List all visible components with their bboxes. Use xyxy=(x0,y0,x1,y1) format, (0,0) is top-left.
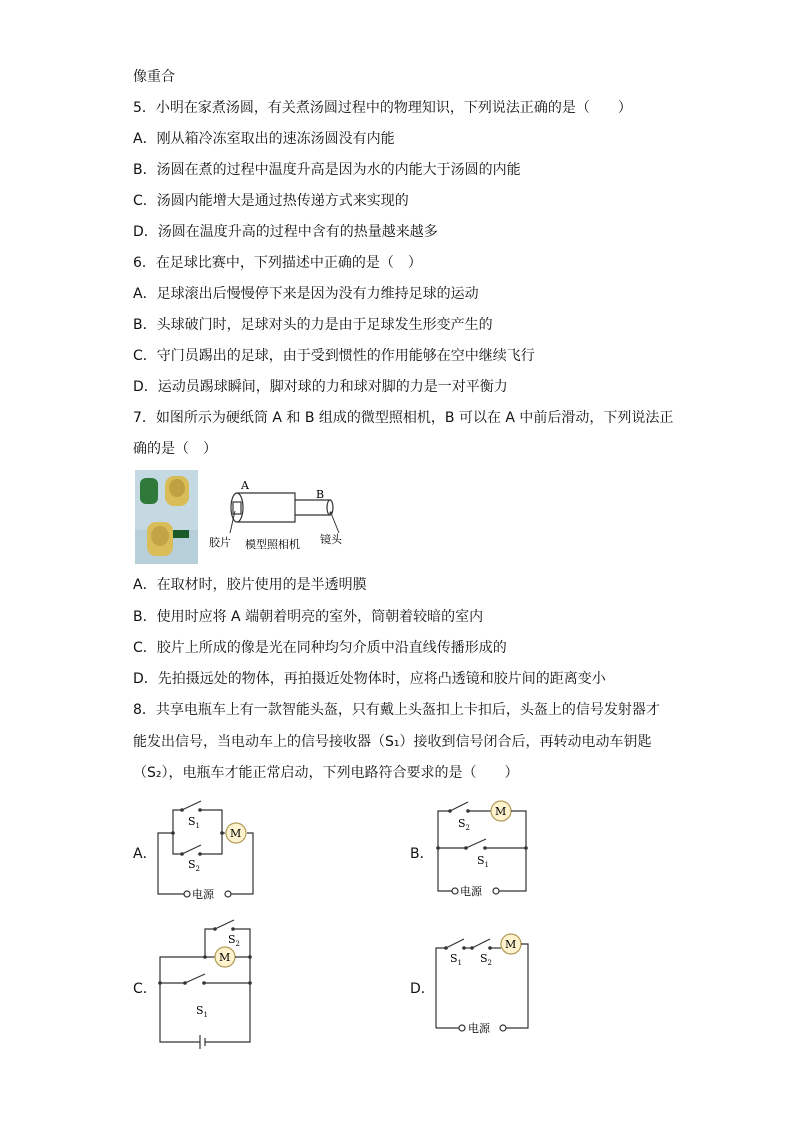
label-b: B xyxy=(316,488,325,501)
s1-label: S xyxy=(450,952,458,965)
s2-label: S xyxy=(480,952,488,965)
q5-option-d: D．汤圆在温度升高的过程中含有的热量越来越多 xyxy=(133,224,438,240)
q6-option-a: A．足球滚出后慢慢停下来是因为没有力维持足球的运动 xyxy=(133,286,479,302)
label-film: 胶片 xyxy=(209,536,231,549)
circuit-a-label: A． xyxy=(133,846,157,862)
s1-label: S xyxy=(196,1004,204,1017)
label-lens: 镜头 xyxy=(320,533,342,546)
svg-text:S2 xyxy=(188,858,200,873)
svg-text:S2 xyxy=(458,817,470,832)
motor-label: M xyxy=(219,951,231,964)
question-8-line2: 能发出信号，当电动车上的信号接收器（S₁）接收到信号闭合后，再转动电动车钥匙 xyxy=(133,734,652,750)
s1-label: S xyxy=(477,854,485,867)
q6-option-d: D．运动员踢球瞬间，脚对球的力和球对脚的力是一对平衡力 xyxy=(133,379,508,395)
svg-text:S1 xyxy=(196,1004,208,1019)
power-label: 电源 xyxy=(468,1022,490,1035)
s1-sub: 1 xyxy=(195,822,201,830)
q7-option-b: B．使用时应将 A 端朝着明亮的室外，筒朝着较暗的室内 xyxy=(133,609,484,625)
label-model-camera: 模型照相机 xyxy=(245,538,300,551)
s2-label: S xyxy=(188,858,196,871)
question-7-line2: 确的是（ ） xyxy=(133,441,217,457)
s2-sub: 2 xyxy=(235,940,241,948)
motor-label: M xyxy=(230,827,242,840)
question-5: 5．小明在家煮汤圆，有关煮汤圆过程中的物理知识，下列说法正确的是（ ） xyxy=(133,100,632,116)
s1-sub: 1 xyxy=(457,959,463,967)
circuit-d-label: D． xyxy=(410,981,435,997)
camera-photo xyxy=(135,470,198,564)
question-8-line1: 8．共享电瓶车上有一款智能头盔，只有戴上头盔扣上卡扣后，头盔上的信号发射器才 xyxy=(133,702,660,718)
s2-label: S xyxy=(458,817,466,830)
q6-option-c: C．守门员踢出的足球，由于受到惯性的作用能够在空中继续飞行 xyxy=(133,348,535,364)
s2-sub: 2 xyxy=(487,959,493,967)
text-line: 像重合 xyxy=(133,69,175,85)
svg-text:S1 xyxy=(188,815,200,830)
q7-option-a: A．在取材时，胶片使用的是半透明膜 xyxy=(133,577,367,593)
circuit-b xyxy=(428,798,538,906)
s2-sub: 2 xyxy=(195,865,201,873)
circuit-d xyxy=(428,926,538,1038)
camera-diagram xyxy=(205,478,355,558)
svg-text:S2 xyxy=(228,933,240,948)
s1-label: S xyxy=(188,815,196,828)
circuit-c xyxy=(150,915,260,1053)
s1-sub: 1 xyxy=(484,861,490,869)
question-7-line1: 7．如图所示为硬纸筒 A 和 B 组成的微型照相机，B 可以在 A 中前后滑动，下列说法正 xyxy=(133,410,674,426)
question-8-line3: （S₂），电瓶车才能正常启动，下列电路符合要求的是（ ） xyxy=(133,765,519,781)
svg-text:S2 xyxy=(480,952,492,967)
q7-option-d: D．先拍摄远处的物体，再拍摄近处物体时，应将凸透镜和胶片间的距离变小 xyxy=(133,671,606,687)
power-label: 电源 xyxy=(460,885,482,898)
motor-label: M xyxy=(495,805,507,818)
svg-text:S1 xyxy=(450,952,462,967)
svg-text:S1 xyxy=(477,854,489,869)
circuit-a xyxy=(150,798,260,906)
s2-label: S xyxy=(228,933,236,946)
circuit-c-label: C． xyxy=(133,981,157,997)
q5-option-a: A．刚从箱冷冻室取出的速冻汤圆没有内能 xyxy=(133,131,395,147)
q5-option-c: C．汤圆内能增大是通过热传递方式来实现的 xyxy=(133,193,409,209)
q5-option-b: B．汤圆在煮的过程中温度升高是因为水的内能大于汤圆的内能 xyxy=(133,162,521,178)
q6-option-b: B．头球破门时，足球对头的力是由于足球发生形变产生的 xyxy=(133,317,493,333)
question-6: 6．在足球比赛中，下列描述中正确的是（ ） xyxy=(133,255,422,271)
label-a: A xyxy=(241,479,249,492)
circuit-b-label: B． xyxy=(410,846,434,862)
motor-label: M xyxy=(505,938,517,951)
q7-option-c: C．胶片上所成的像是光在同种均匀介质中沿直线传播形成的 xyxy=(133,640,507,656)
power-label: 电源 xyxy=(192,888,214,901)
s1-sub: 1 xyxy=(203,1011,209,1019)
s2-sub: 2 xyxy=(465,824,471,832)
